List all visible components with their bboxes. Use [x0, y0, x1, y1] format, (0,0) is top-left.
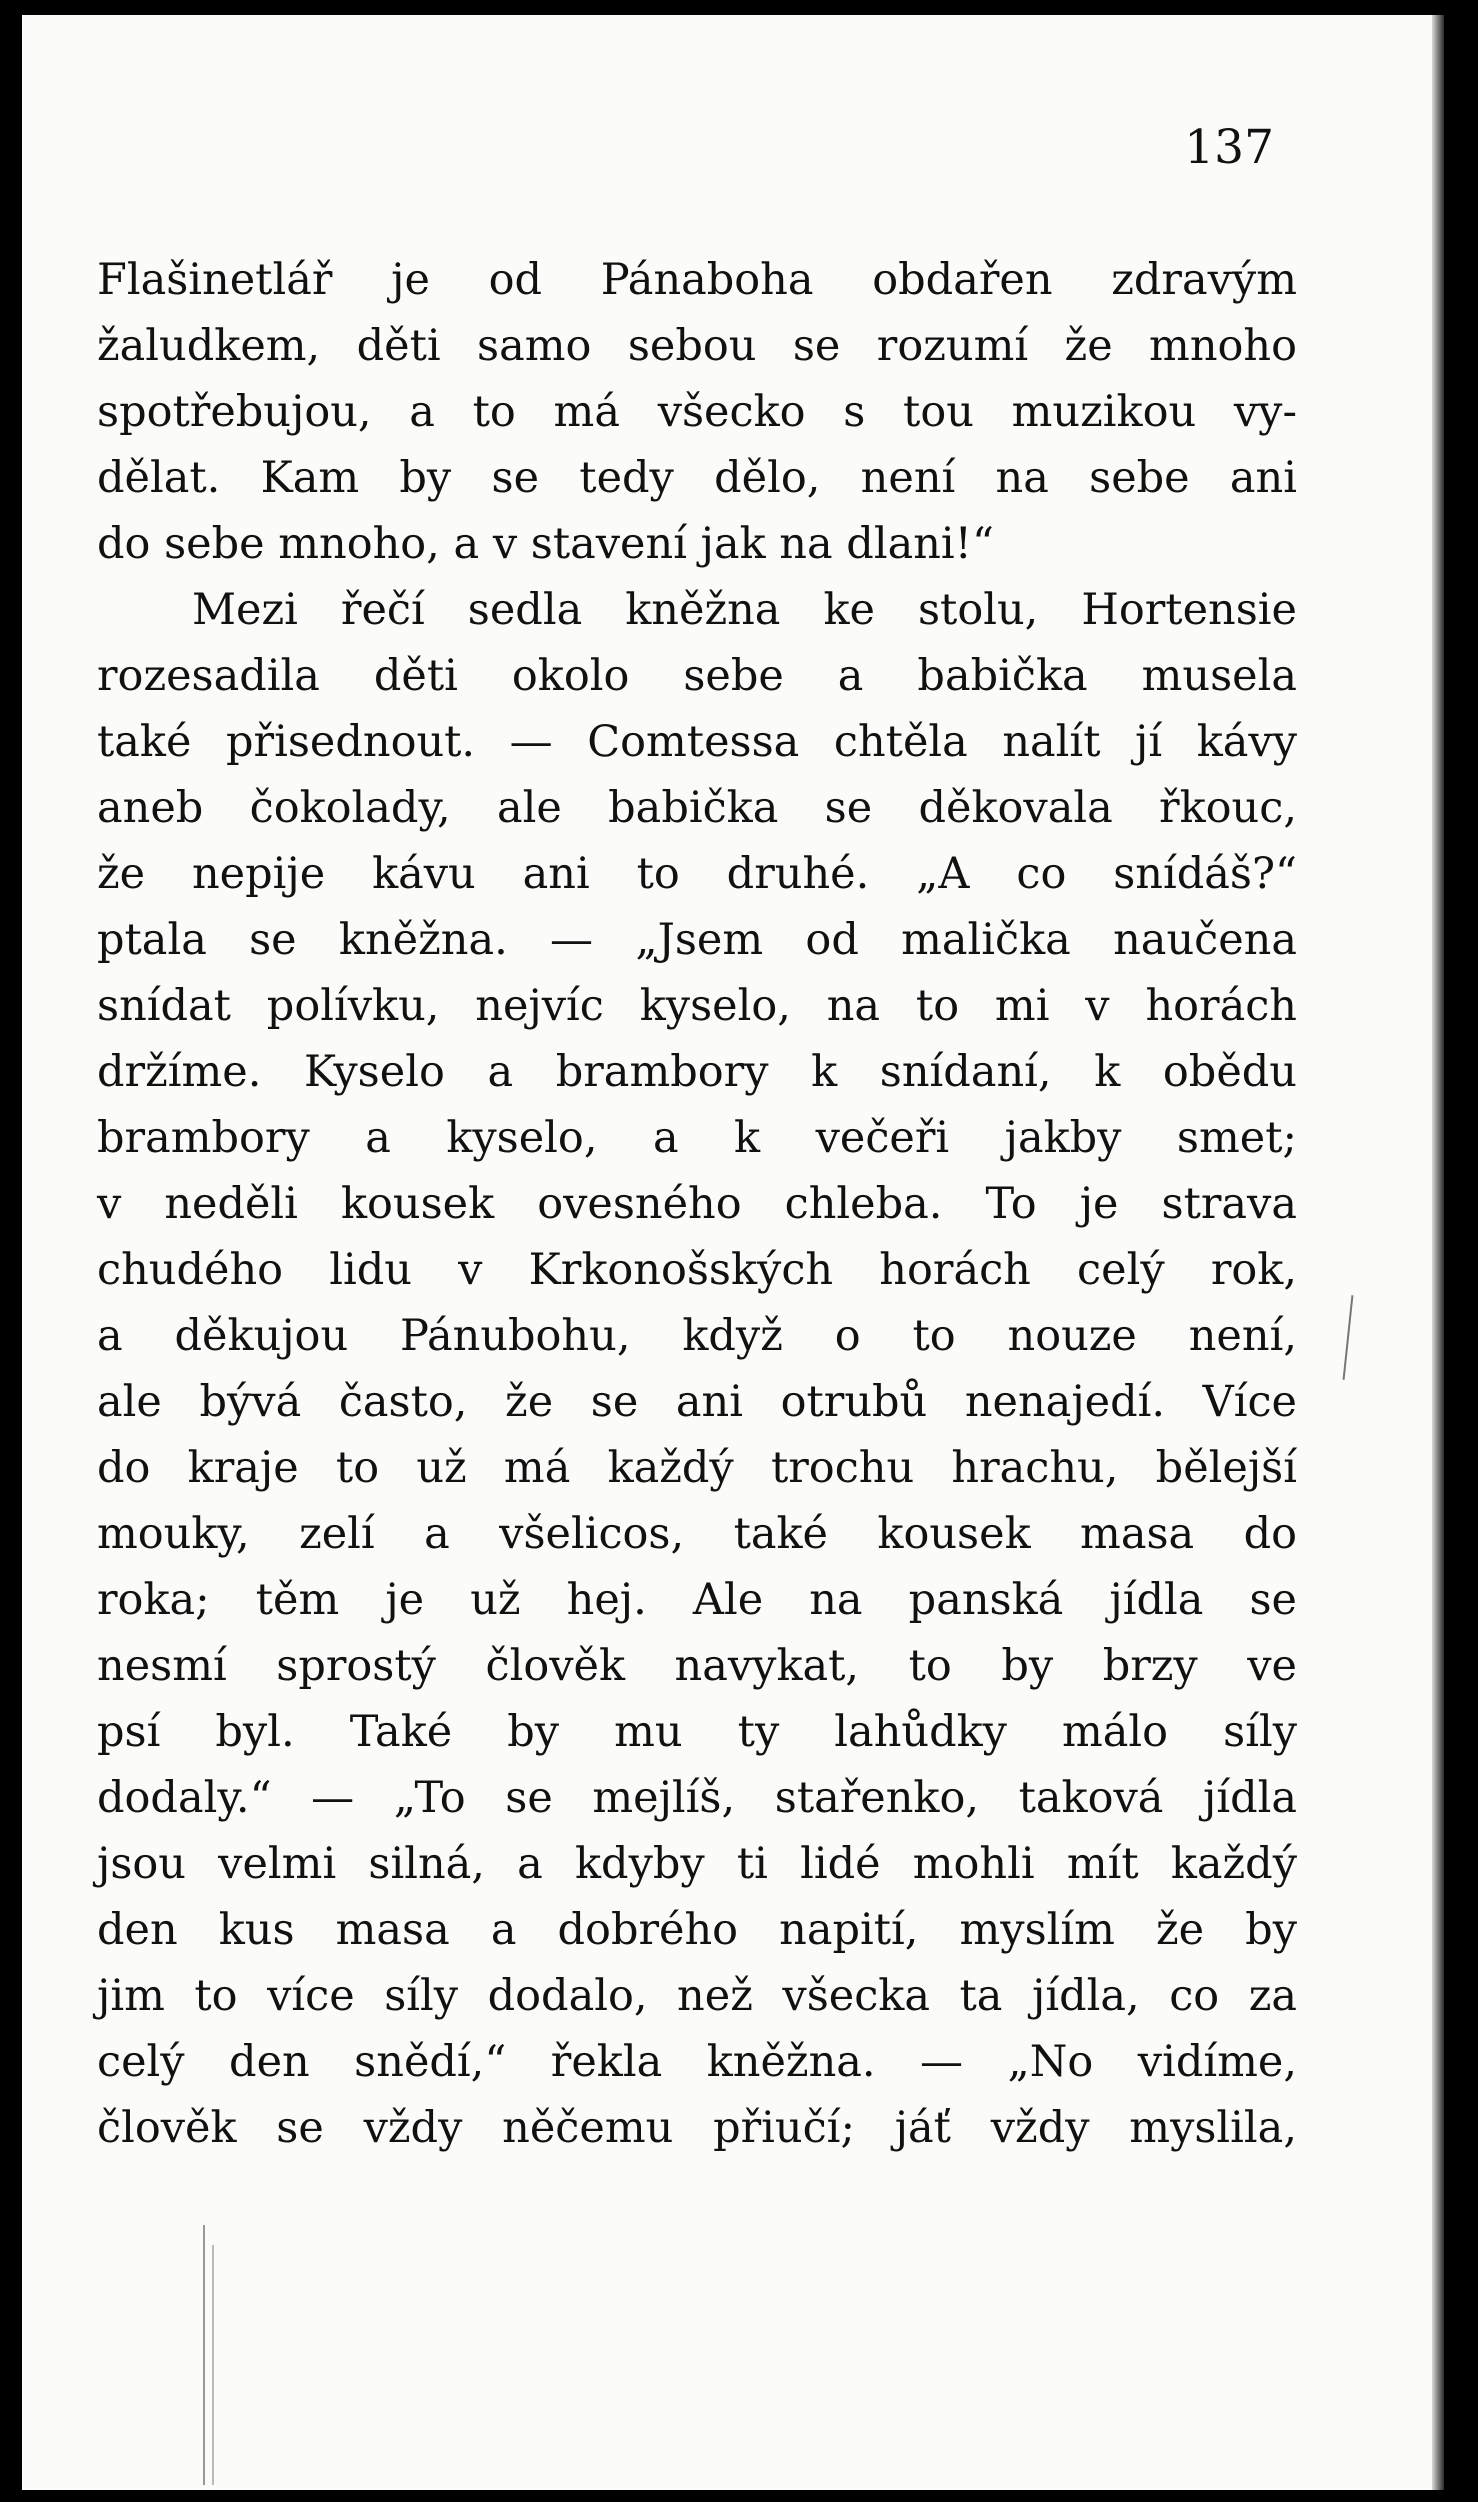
text-line: chudého lidu v Krkonošských horách celý rok,	[97, 1245, 1297, 1295]
text-line: snídat polívku, nejvíc kyselo, na to mi v horách	[97, 981, 1297, 1031]
scan-mark	[212, 2245, 214, 2485]
text-line: aneb čokolady, ale babička se děkovala řkouc,	[97, 783, 1297, 833]
text-line: spotřebujou, a to má všecko s tou muzikou vy-	[97, 387, 1297, 437]
text-line: žaludkem, děti samo sebou se rozumí že mnoho	[97, 321, 1297, 371]
text-line: a děkujou Pánubohu, když o to nouze není,	[97, 1311, 1297, 1361]
text-line: jim to více síly dodalo, než všecka ta jídla, co za	[97, 1971, 1297, 2021]
text-line: ptala se kněžna. — „Jsem od malička naučena	[97, 915, 1297, 965]
text-line: roka; těm je už hej. Ale na panská jídla se	[97, 1575, 1297, 1625]
text-line: také přisednout. — Comtessa chtěla nalít jí kávy	[97, 717, 1297, 767]
text-line: mouky, zelí a všelicos, také kousek masa do	[97, 1509, 1297, 1559]
page-edge-shadow	[1432, 15, 1444, 2490]
text-line: do sebe mnoho, a v stavení jak na dlani!“	[97, 519, 994, 569]
scan-mark	[203, 2225, 205, 2485]
text-line: v neděli kousek ovesného chleba. To je strava	[97, 1179, 1297, 1229]
text-line: psí byl. Také by mu ty lahůdky málo síly	[97, 1707, 1297, 1757]
text-line: ale bývá často, že se ani otrubů nenajedí. Více	[97, 1377, 1297, 1427]
book-page	[22, 15, 1444, 2490]
text-line: člověk se vždy něčemu přiučí; jáť vždy myslila,	[97, 2103, 1297, 2153]
text-line: celý den snědí,“ řekla kněžna. — „No vidíme,	[97, 2037, 1297, 2087]
text-line: jsou velmi silná, a kdyby ti lidé mohli mít každý	[97, 1839, 1297, 1889]
text-line: Flašinetlář je od Pánaboha obdařen zdravým	[97, 255, 1297, 305]
text-line: držíme. Kyselo a brambory k snídaní, k obědu	[97, 1047, 1297, 1097]
text-line: brambory a kyselo, a k večeři jakby smet;	[97, 1113, 1297, 1163]
scan-mark	[1343, 1295, 1354, 1380]
text-line: Mezi řečí sedla kněžna ke stolu, Hortensie	[192, 585, 1297, 635]
text-line: že nepije kávu ani to druhé. „A co snídáš?“	[97, 849, 1297, 899]
text-line: nesmí sprostý člověk navykat, to by brzy ve	[97, 1641, 1297, 1691]
text-line: rozesadila děti okolo sebe a babička musela	[97, 651, 1297, 701]
page-number: 137	[1184, 120, 1274, 175]
text-line: do kraje to už má každý trochu hrachu, bělejší	[97, 1443, 1297, 1493]
text-line: dodaly.“ — „To se mejlíš, stařenko, taková jídla	[97, 1773, 1297, 1823]
text-line: den kus masa a dobrého napití, myslím že by	[97, 1905, 1297, 1955]
body-text	[97, 247, 1297, 2161]
text-line: dělat. Kam by se tedy dělo, není na sebe ani	[97, 453, 1297, 503]
